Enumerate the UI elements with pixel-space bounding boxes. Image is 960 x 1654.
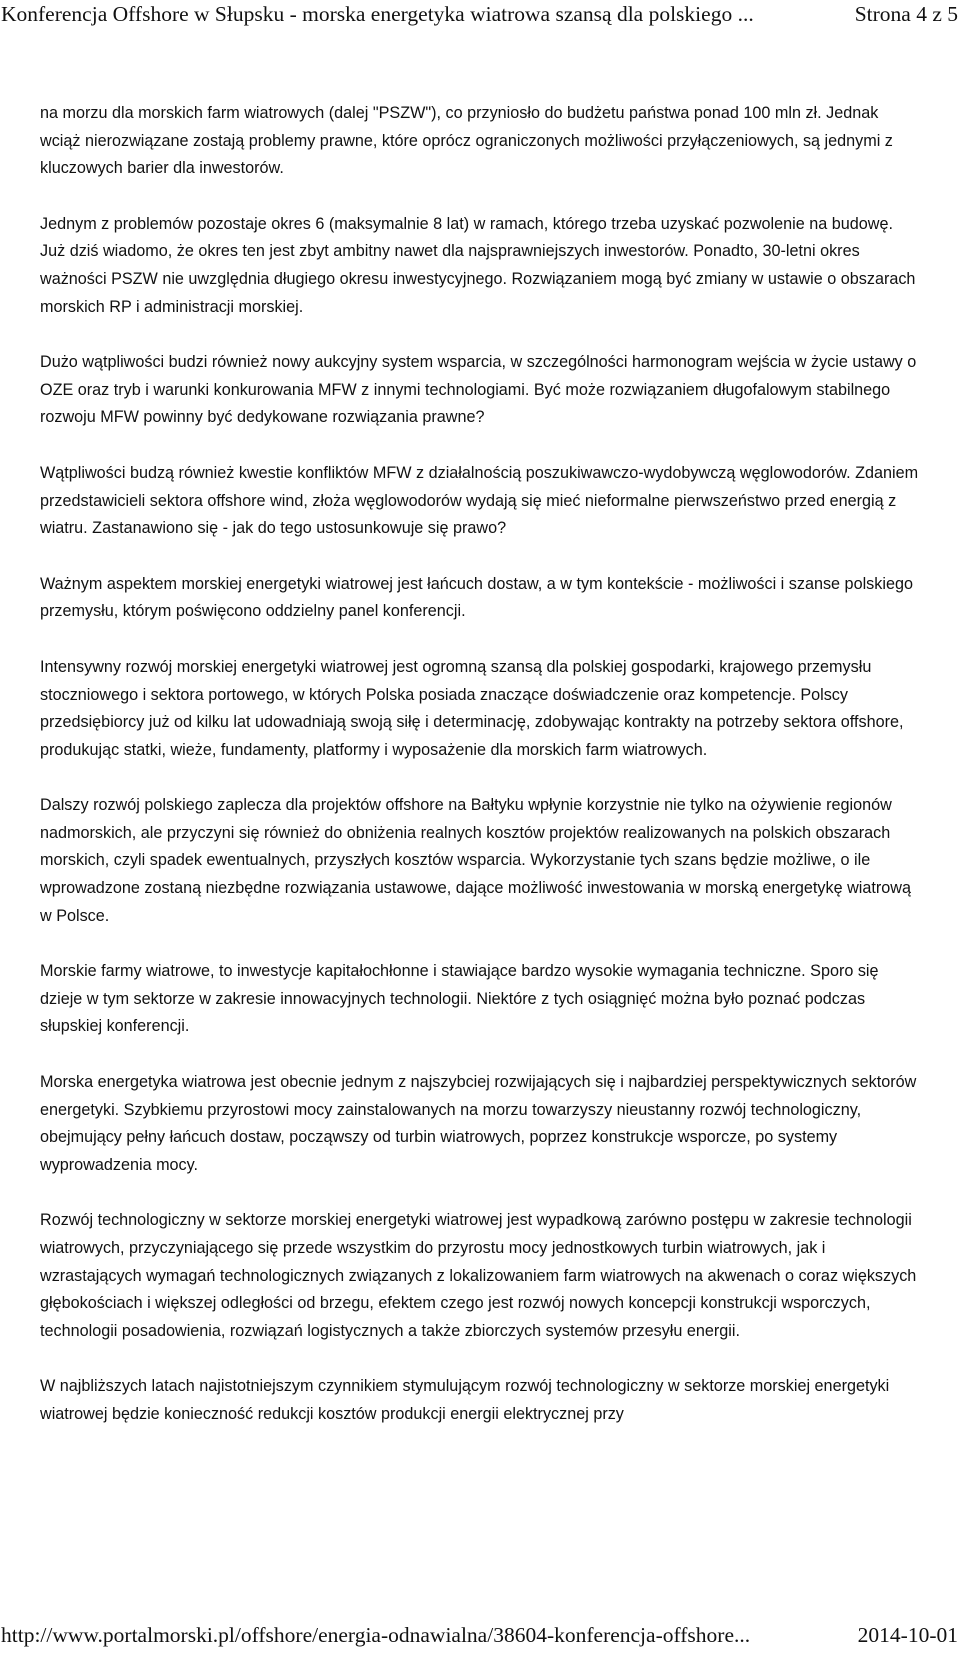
source-url: http://www.portalmorski.pl/offshore/energia-odnawialna/38604-konferencja-offshore... xyxy=(1,1623,751,1647)
paragraph-7: Dalszy rozwój polskiego zaplecza dla projektów offshore na Bałtyku wpłynie korzystnie nie tylko na ożywienie regionów nadmorskich, ale przyczyni się również do obniżenia realnych kosztów projektów realizowanych na polskich obszarach morskich, czyli spadek ewentualnych, przyszłych kosztów wsparcia. Wykorzystanie tych szans będzie możliwe, o ile wprowadzone zostaną niezbędne rozwiązania ustawowe, dające możliwość inwestowania w morską energetykę wiatrową w Polsce. xyxy=(40,796,911,925)
paragraph-6: Intensywny rozwój morskiej energetyki wiatrowej jest ogromną szansą dla polskiej gospodarki, krajowego przemysłu stoczniowego i sektora portowego, w których Polska posiada znaczące doświadczenie oraz kompetencje. Polscy przedsiębiorcy już od kilku lat udowadniają swoją siłę i determinację, zdobywając kontrakty na potrzeby sektora offshore, produkując statki, wieże, fundamenty, platformy i wyposażenie dla morskich farm wiatrowych. xyxy=(40,657,904,759)
paragraph-10: Rozwój technologiczny w sektorze morskiej energetyki wiatrowej jest wypadkową zarówno postępu w zakresie technologii wiatrowych, przyczyniającego się przede wszystkim do przyrostu mocy jednostkowych turbin wiatrowych, jak i wzrastających wymagań technologicznych związanych z lokalizowaniem farm wiatrowych na akwenach o coraz większych głębokościach i większej odległości od brzegu, efektem czego jest rozwój nowych koncepcji konstrukcji wsporczych, technologii posadowienia, rozwiązań logistycznych a także zbiorczych systemów przesyłu energii. xyxy=(40,1211,917,1340)
page-title: Konferencja Offshore w Słupsku - morska energetyka wiatrowa szansą dla polskiego ... xyxy=(1,2,754,26)
paragraph-5: Ważnym aspektem morskiej energetyki wiatrowej jest łańcuch dostaw, a w tym kontekście - możliwości i szanse polskiego przemysłu, którym poświęcono oddzielny panel konferencji. xyxy=(40,574,913,621)
paragraph-3: Dużo wątpliwości budzi również nowy aukcyjny system wsparcia, w szczególności harmonogram wejścia w życie ustawy o OZE oraz tryb i warunki konkurowania MFW z innymi technologiami. Być może rozwiązaniem długofalowym stabilnego rozwoju MFW powinny być dedykowane rozwiązania prawne? xyxy=(40,353,917,427)
page-header xyxy=(0,0,960,36)
article-body xyxy=(40,100,920,1429)
page-footer xyxy=(0,1620,960,1650)
paragraph-1: na morzu dla morskich farm wiatrowych (dalej "PSZW"), co przyniosło do budżetu państwa ponad 100 mln zł. Jednak wciąż nierozwiązane zostają problemy prawne, które oprócz ograniczonych możliwości przyłączeniowych, są jednymi z kluczowych barier dla inwestorów. xyxy=(40,104,893,178)
paragraph-8: Morskie farmy wiatrowe, to inwestycje kapitałochłonne i stawiające bardzo wysokie wymagania techniczne. Sporo się dzieje w tym sektorze w zakresie innowacyjnych technologii. Niektóre z tych osiągnięć można było poznać podczas słupskiej konferencji. xyxy=(40,962,879,1036)
paragraph-2: Jednym z problemów pozostaje okres 6 (maksymalnie 8 lat) w ramach, którego trzeba uzyskać pozwolenie na budowę. Już dziś wiadomo, że okres ten jest zbyt ambitny nawet dla najsprawniejszych inwestorów. Ponadto, 30-letni okres ważności PSZW nie uwzględnia długiego okresu inwestycyjnego. Rozwiązaniem mogą być zmiany w ustawie o obszarach morskich RP i administracji morskiej. xyxy=(40,214,916,316)
paragraph-4: Wątpliwości budzą również kwestie konfliktów MFW z działalnością poszukiwawczo-wydobywczą węglowodorów. Zdaniem przedstawicieli sektora offshore wind, złoża węglowodorów wydają się mieć nieformalne pierwszeństwo przed energią z wiatru. Zastanawiono się - jak do tego ustosunkowuje się prawo? xyxy=(40,463,919,538)
paragraph-9: Morska energetyka wiatrowa jest obecnie jednym z najszybciej rozwijających się i najbardziej perspektywicznych sektorów energetyki. Szybkiemu przyrostowi mocy zainstalowanych na morzu towarzyszy nieustanny rozwój technologiczny, obejmujący pełny łańcuch dostaw, począwszy od turbin wiatrowych, poprzez konstrukcje wsporcze, po systemy wyprowadzenia mocy. xyxy=(40,1073,917,1174)
page-number: Strona 4 z 5 xyxy=(854,2,958,26)
print-date: 2014-10-01 xyxy=(857,1623,958,1647)
paragraph-11: W najbliższych latach najistotniejszym czynnikiem stymulującym rozwój technologiczny w sektorze morskiej energetyki wiatrowej będzie konieczność redukcji kosztów produkcji energii elektrycznej przy xyxy=(40,1377,890,1423)
